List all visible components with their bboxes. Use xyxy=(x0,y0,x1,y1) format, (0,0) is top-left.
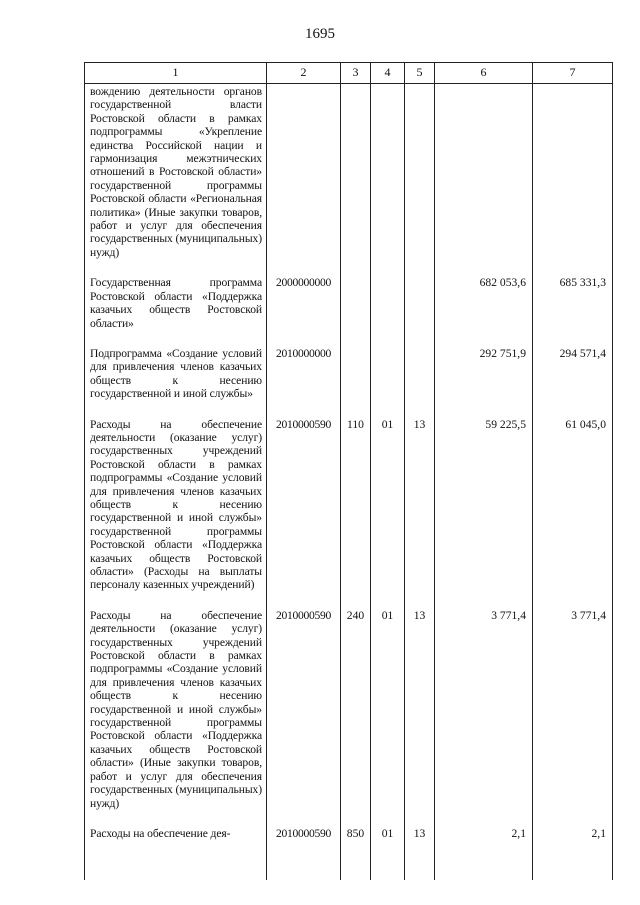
row-target-code xyxy=(267,84,341,276)
row-expense-type xyxy=(341,84,371,276)
row-description: Расходы на обеспечение деятельности (оказание услуг) государственных учреждений Ростовской области в рамках подпрограммы «Создание условий для привлечения членов казачьих обществ к несению государственной и иной службы» государственной программы Ростовской области «Поддержка казачьих обществ Ростовской области» (Иные закупки товаров, работ и услуг для обеспечения государственных (муниципальных) нужд) xyxy=(85,608,267,826)
row-subsection xyxy=(405,346,435,417)
budget-table xyxy=(84,62,613,880)
row-expense-type xyxy=(341,346,371,417)
row-amount-year2 xyxy=(533,84,613,276)
table-row xyxy=(85,417,613,608)
row-amount-year1 xyxy=(435,84,533,276)
row-subsection xyxy=(405,275,435,346)
table-row xyxy=(85,346,613,417)
row-description: Подпрограмма «Создание условий для привлечения членов казачьих обществ к несению государственной и иной службы» xyxy=(85,346,267,417)
row-expense-type xyxy=(341,275,371,346)
row-description: Государственная программа Ростовской области «Поддержка казачьих обществ Ростовской области» xyxy=(85,275,267,346)
row-target-code: 2000000000 xyxy=(267,275,341,346)
table-row xyxy=(85,608,613,826)
row-expense-type: 240 xyxy=(341,608,371,826)
row-amount-year2: 3 771,4 xyxy=(533,608,613,826)
row-description: вождению деятельности органов государственной власти Ростовской области в рамках подпрограммы «Укрепление единства Российской нации и гармонизация межэтнических отношений в Ростовской области» государственной программы Ростовской области «Региональная политика» (Иные закупки товаров, работ и услуг для обеспечения государственных (муниципальных) нужд) xyxy=(85,84,267,276)
row-amount-year1: 292 751,9 xyxy=(435,346,533,417)
row-section: 01 xyxy=(371,826,405,880)
column-header: 4 xyxy=(371,63,405,84)
row-target-code: 2010000590 xyxy=(267,826,341,880)
column-header: 5 xyxy=(405,63,435,84)
column-header: 6 xyxy=(435,63,533,84)
row-amount-year1: 3 771,4 xyxy=(435,608,533,826)
row-amount-year1: 2,1 xyxy=(435,826,533,880)
row-amount-year1: 59 225,5 xyxy=(435,417,533,608)
row-target-code: 2010000590 xyxy=(267,417,341,608)
table-row xyxy=(85,826,613,880)
page-number: 1695 xyxy=(305,26,335,42)
row-amount-year2: 685 331,3 xyxy=(533,275,613,346)
table-row xyxy=(85,84,613,276)
column-header: 1 xyxy=(85,63,267,84)
row-section: 01 xyxy=(371,608,405,826)
row-expense-type: 850 xyxy=(341,826,371,880)
table-header-row xyxy=(85,63,613,84)
column-header: 7 xyxy=(533,63,613,84)
row-description: Расходы на обеспечение деятельности (оказание услуг) государственных учреждений Ростовской области в рамках подпрограммы «Создание условий для привлечения членов казачьих обществ к несению государственной и иной службы» государственной программы Ростовской области «Поддержка казачьих обществ Ростовской области» (Расходы на выплаты персоналу казенных учреждений) xyxy=(85,417,267,608)
row-section: 01 xyxy=(371,417,405,608)
row-amount-year2: 2,1 xyxy=(533,826,613,880)
row-section xyxy=(371,275,405,346)
row-amount-year1: 682 053,6 xyxy=(435,275,533,346)
column-header: 2 xyxy=(267,63,341,84)
row-description: Расходы на обеспечение дея- xyxy=(85,826,267,880)
row-subsection: 13 xyxy=(405,826,435,880)
row-section xyxy=(371,84,405,276)
row-expense-type: 110 xyxy=(341,417,371,608)
table-row xyxy=(85,275,613,346)
row-amount-year2: 294 571,4 xyxy=(533,346,613,417)
column-header: 3 xyxy=(341,63,371,84)
row-amount-year2: 61 045,0 xyxy=(533,417,613,608)
row-target-code: 2010000590 xyxy=(267,608,341,826)
row-subsection: 13 xyxy=(405,608,435,826)
row-target-code: 2010000000 xyxy=(267,346,341,417)
row-subsection xyxy=(405,84,435,276)
row-subsection: 13 xyxy=(405,417,435,608)
row-section xyxy=(371,346,405,417)
